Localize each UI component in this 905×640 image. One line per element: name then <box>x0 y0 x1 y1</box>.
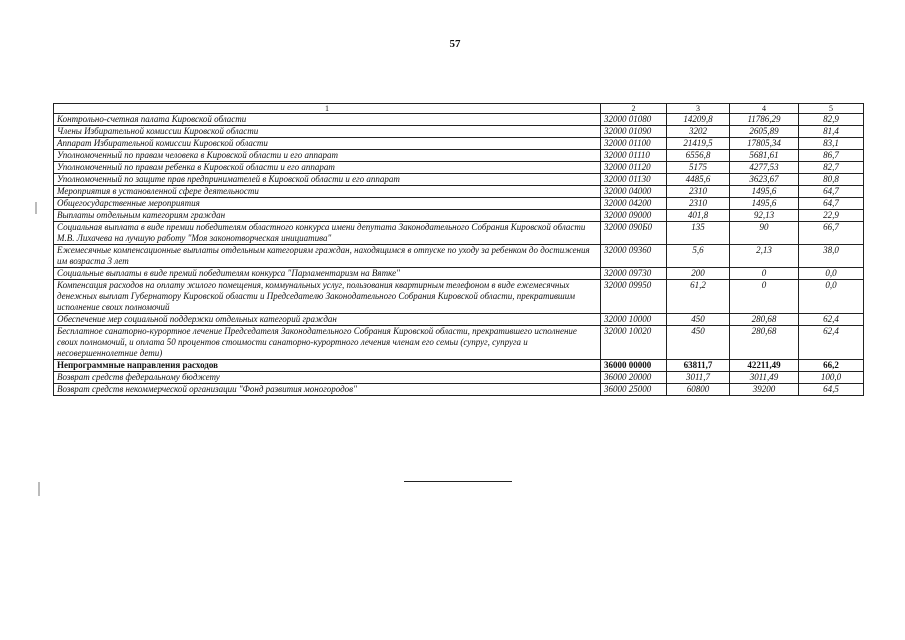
table-row <box>54 162 864 174</box>
percent-cell: 0,0 <box>799 280 864 314</box>
table-row <box>54 114 864 126</box>
budget-code-cell: 32000 04200 <box>601 198 667 210</box>
budget-code-cell: 32000 01110 <box>601 150 667 162</box>
actual-amount-cell: 3623,67 <box>730 174 799 186</box>
header-row <box>54 104 864 114</box>
actual-amount-cell: 5681,61 <box>730 150 799 162</box>
budget-code-cell: 32000 01130 <box>601 174 667 186</box>
row-name-cell: Контрольно-счетная палата Кировской области <box>54 114 601 126</box>
row-name-cell: Социальная выплата в виде премии победителям областного конкурса имени депутата Законодательного Собрания Кировской области М.В. Лихачева на лучшую работу "Моя законотворческая инициатива" <box>54 222 601 245</box>
actual-amount-cell: 39200 <box>730 384 799 396</box>
planned-amount-cell: 450 <box>667 326 730 360</box>
planned-amount-cell: 401,8 <box>667 210 730 222</box>
table-row <box>54 210 864 222</box>
table-row <box>54 326 864 360</box>
percent-cell: 62,4 <box>799 326 864 360</box>
row-name-cell: Возврат средств федеральному бюджету <box>54 372 601 384</box>
percent-cell: 38,0 <box>799 245 864 268</box>
column-header: 3 <box>667 104 730 114</box>
table-row <box>54 360 864 372</box>
percent-cell: 86,7 <box>799 150 864 162</box>
row-name-cell: Обеспечение мер социальной поддержки отдельных категорий граждан <box>54 314 601 326</box>
actual-amount-cell: 280,68 <box>730 326 799 360</box>
table-row <box>54 198 864 210</box>
actual-amount-cell: 3011,49 <box>730 372 799 384</box>
planned-amount-cell: 135 <box>667 222 730 245</box>
budget-code-cell: 32000 01100 <box>601 138 667 150</box>
planned-amount-cell: 4485,6 <box>667 174 730 186</box>
percent-cell: 82,9 <box>799 114 864 126</box>
table-row <box>54 138 864 150</box>
planned-amount-cell: 6556,8 <box>667 150 730 162</box>
column-header: 5 <box>799 104 864 114</box>
actual-amount-cell: 0 <box>730 268 799 280</box>
percent-cell: 22,9 <box>799 210 864 222</box>
planned-amount-cell: 450 <box>667 314 730 326</box>
budget-code-cell: 32000 090Б0 <box>601 222 667 245</box>
percent-cell: 66,2 <box>799 360 864 372</box>
row-name-cell: Уполномоченный по правам ребенка в Кировской области и его аппарат <box>54 162 601 174</box>
percent-cell: 83,1 <box>799 138 864 150</box>
actual-amount-cell: 280,68 <box>730 314 799 326</box>
actual-amount-cell: 17805,34 <box>730 138 799 150</box>
margin-scan-mark <box>38 482 40 496</box>
budget-code-cell: 32000 01090 <box>601 126 667 138</box>
planned-amount-cell: 200 <box>667 268 730 280</box>
planned-amount-cell: 2310 <box>667 198 730 210</box>
row-name-cell: Компенсация расходов на оплату жилого помещения, коммунальных услуг, пользования квартирным телефоном в виде ежемесячных денежных выплат Губернатору Кировской области и Председателю Законодательного Собрания Кировской области, прекратившим исполнение своих полномочий <box>54 280 601 314</box>
percent-cell: 80,8 <box>799 174 864 186</box>
budget-table <box>53 103 864 396</box>
row-name-cell: Уполномоченный по защите прав предпринимателей в Кировской области и его аппарат <box>54 174 601 186</box>
table-row <box>54 186 864 198</box>
budget-code-cell: 32000 09950 <box>601 280 667 314</box>
budget-code-cell: 32000 01120 <box>601 162 667 174</box>
budget-code-cell: 32000 09730 <box>601 268 667 280</box>
row-name-cell: Непрограммные направления расходов <box>54 360 601 372</box>
planned-amount-cell: 5175 <box>667 162 730 174</box>
page-number: 57 <box>449 38 461 50</box>
table-row <box>54 150 864 162</box>
row-name-cell: Общегосударственные мероприятия <box>54 198 601 210</box>
closing-rule <box>404 481 512 482</box>
budget-code-cell: 32000 09000 <box>601 210 667 222</box>
margin-scan-mark <box>35 202 37 214</box>
row-name-cell: Аппарат Избирательной комиссии Кировской области <box>54 138 601 150</box>
percent-cell: 82,7 <box>799 162 864 174</box>
budget-code-cell: 32000 10000 <box>601 314 667 326</box>
planned-amount-cell: 5,6 <box>667 245 730 268</box>
percent-cell: 66,7 <box>799 222 864 245</box>
actual-amount-cell: 1495,6 <box>730 198 799 210</box>
percent-cell: 100,0 <box>799 372 864 384</box>
column-header: 2 <box>601 104 667 114</box>
budget-code-cell: 36000 20000 <box>601 372 667 384</box>
percent-cell: 62,4 <box>799 314 864 326</box>
table-body <box>54 114 864 396</box>
planned-amount-cell: 63811,7 <box>667 360 730 372</box>
percent-cell: 81,4 <box>799 126 864 138</box>
planned-amount-cell: 14209,8 <box>667 114 730 126</box>
row-name-cell: Возврат средств некоммерческой организации "Фонд развития моногородов" <box>54 384 601 396</box>
actual-amount-cell: 2,13 <box>730 245 799 268</box>
budget-code-cell: 32000 10020 <box>601 326 667 360</box>
actual-amount-cell: 2605,89 <box>730 126 799 138</box>
planned-amount-cell: 60800 <box>667 384 730 396</box>
budget-code-cell: 36000 00000 <box>601 360 667 372</box>
table-row <box>54 222 864 245</box>
actual-amount-cell: 92,13 <box>730 210 799 222</box>
table-row <box>54 314 864 326</box>
planned-amount-cell: 3202 <box>667 126 730 138</box>
row-name-cell: Ежемесячные компенсационные выплаты отдельным категориям граждан, находящимся в отпуске по уходу за ребенком до достижения им возраста 3 лет <box>54 245 601 268</box>
row-name-cell: Бесплатное санаторно-курортное лечение Председателя Законодательного Собрания Кировской области, прекратившего исполнение своих полномочий, и оплата 50 процентов стоимости санаторно-курортного лечения членам его семьи (супруг, супруга и несовершеннолетние дети) <box>54 326 601 360</box>
row-name-cell: Выплаты отдельным категориям граждан <box>54 210 601 222</box>
budget-code-cell: 32000 04000 <box>601 186 667 198</box>
actual-amount-cell: 0 <box>730 280 799 314</box>
percent-cell: 64,7 <box>799 198 864 210</box>
table-row <box>54 126 864 138</box>
planned-amount-cell: 61,2 <box>667 280 730 314</box>
table-row <box>54 372 864 384</box>
actual-amount-cell: 90 <box>730 222 799 245</box>
actual-amount-cell: 1495,6 <box>730 186 799 198</box>
budget-code-cell: 32000 09360 <box>601 245 667 268</box>
budget-code-cell: 36000 25000 <box>601 384 667 396</box>
percent-cell: 64,7 <box>799 186 864 198</box>
planned-amount-cell: 21419,5 <box>667 138 730 150</box>
row-name-cell: Мероприятия в установленной сфере деятельности <box>54 186 601 198</box>
table-row <box>54 245 864 268</box>
actual-amount-cell: 4277,53 <box>730 162 799 174</box>
table-row <box>54 280 864 314</box>
row-name-cell: Члены Избирательной комиссии Кировской области <box>54 126 601 138</box>
actual-amount-cell: 11786,29 <box>730 114 799 126</box>
table-row <box>54 384 864 396</box>
row-name-cell: Социальные выплаты в виде премий победителям конкурса "Парламентаризм на Вятке" <box>54 268 601 280</box>
table-row <box>54 268 864 280</box>
planned-amount-cell: 3011,7 <box>667 372 730 384</box>
planned-amount-cell: 2310 <box>667 186 730 198</box>
percent-cell: 0,0 <box>799 268 864 280</box>
percent-cell: 64,5 <box>799 384 864 396</box>
actual-amount-cell: 42211,49 <box>730 360 799 372</box>
budget-code-cell: 32000 01080 <box>601 114 667 126</box>
row-name-cell: Уполномоченный по правам человека в Кировской области и его аппарат <box>54 150 601 162</box>
column-header: 1 <box>54 104 601 114</box>
table-row <box>54 174 864 186</box>
column-header: 4 <box>730 104 799 114</box>
